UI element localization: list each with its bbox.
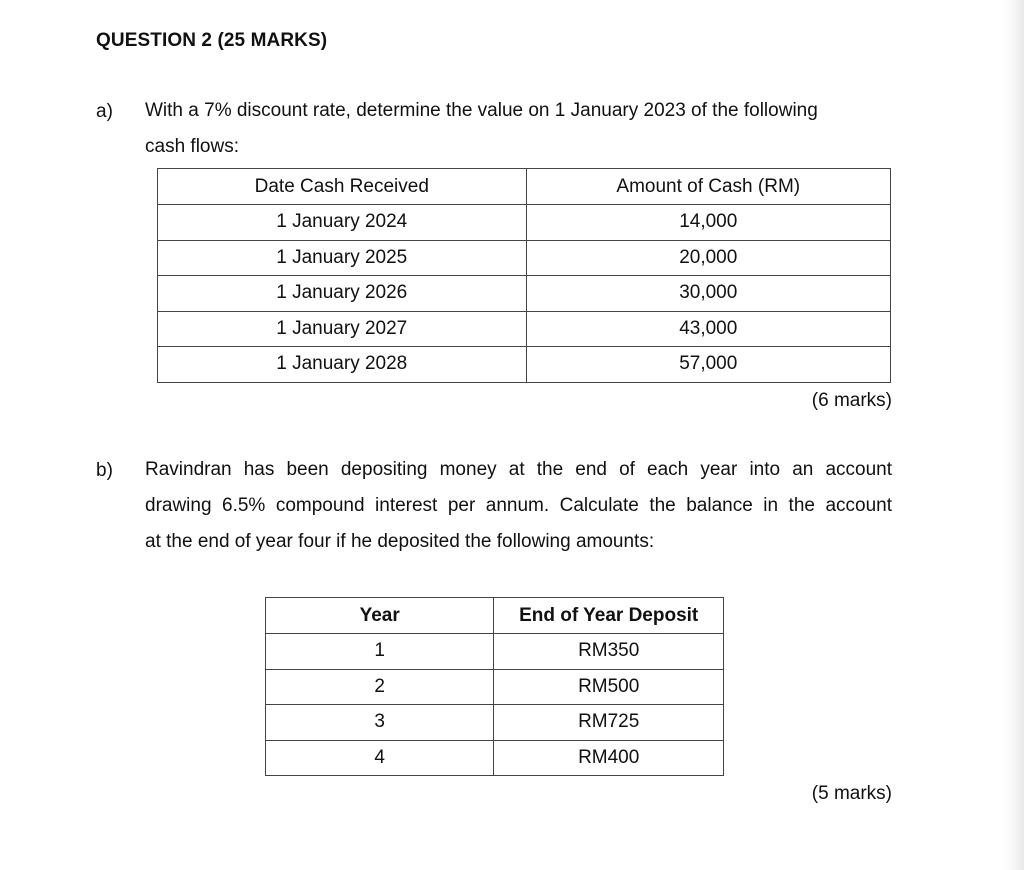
- part-a-line-1: With a 7% discount rate, determine the value on 1 January 2023 of the following: [145, 100, 818, 121]
- deposit-cell: RM350: [494, 634, 724, 670]
- header-date-cash-received: Date Cash Received: [158, 169, 527, 205]
- part-a-line-2: cash flows:: [145, 136, 239, 157]
- amount-cell: 57,000: [526, 347, 890, 383]
- year-cell: 4: [266, 740, 494, 776]
- part-b-line-1: Ravindran has been depositing money at the end of each year into an account: [145, 459, 892, 480]
- part-a-label: a): [96, 101, 113, 122]
- table-row: [266, 669, 724, 705]
- date-cell: 1 January 2027: [158, 311, 527, 347]
- date-cell: 1 January 2028: [158, 347, 527, 383]
- part-b-marks: (5 marks): [811, 783, 892, 804]
- year-cell: 1: [266, 634, 494, 670]
- question-heading: QUESTION 2 (25 MARKS): [96, 30, 328, 51]
- part-b-line-2: drawing 6.5% compound interest per annum. Calculate the balance in the account: [145, 495, 892, 516]
- page-edge-shadow: [1002, 0, 1024, 870]
- table-row: [266, 705, 724, 741]
- part-b-line-3: at the end of year four if he deposited the following amounts:: [145, 531, 655, 552]
- table-header-row: [266, 598, 724, 634]
- deposit-cell: RM400: [494, 740, 724, 776]
- table-row: [158, 205, 891, 241]
- table-row: [158, 311, 891, 347]
- amount-cell: 14,000: [526, 205, 890, 241]
- cash-flow-table: [157, 168, 891, 383]
- deposit-table: [265, 597, 724, 776]
- deposit-cell: RM500: [494, 669, 724, 705]
- header-end-of-year-deposit: End of Year Deposit: [494, 598, 724, 634]
- date-cell: 1 January 2024: [158, 205, 527, 241]
- table-row: [158, 240, 891, 276]
- year-cell: 2: [266, 669, 494, 705]
- amount-cell: 30,000: [526, 276, 890, 312]
- table-row: [266, 740, 724, 776]
- table-row: [266, 634, 724, 670]
- header-year: Year: [266, 598, 494, 634]
- part-b-text: [145, 452, 892, 560]
- date-cell: 1 January 2025: [158, 240, 527, 276]
- table-row: [158, 347, 891, 383]
- deposit-cell: RM725: [494, 705, 724, 741]
- part-a-text: [145, 93, 818, 165]
- part-a-marks: (6 marks): [811, 390, 892, 411]
- table-row: [158, 276, 891, 312]
- part-b-label: b): [96, 460, 113, 481]
- year-cell: 3: [266, 705, 494, 741]
- amount-cell: 20,000: [526, 240, 890, 276]
- amount-cell: 43,000: [526, 311, 890, 347]
- date-cell: 1 January 2026: [158, 276, 527, 312]
- table-header-row: [158, 169, 891, 205]
- header-amount-of-cash: Amount of Cash (RM): [526, 169, 890, 205]
